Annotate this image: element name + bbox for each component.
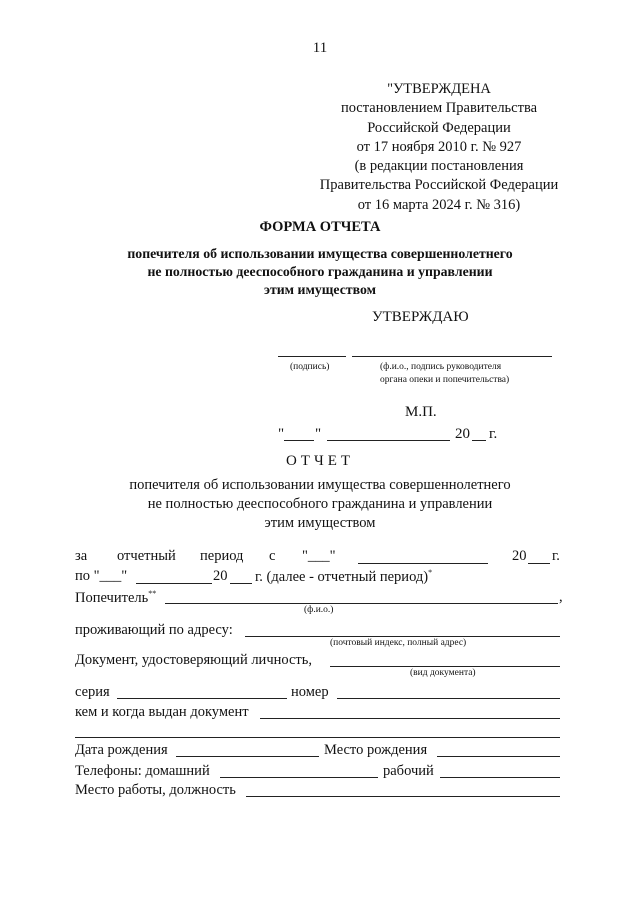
issued-label: кем и когда выдан документ (75, 704, 249, 720)
signature-line[interactable] (278, 356, 346, 357)
report-title: ОТЧЕТ (285, 453, 355, 469)
date-open-quote: " (278, 426, 285, 442)
form-subtitle-line: попечителя об использовании имущества совершеннолетнего (127, 246, 513, 261)
date-year-line[interactable] (472, 440, 486, 441)
period-s: с (269, 548, 276, 564)
period-po: по "___" (75, 568, 128, 584)
period-start-month-line[interactable] (358, 563, 488, 564)
id-doc-caption: (вид документа) (410, 668, 476, 678)
phones-label: Телефоны: домашний (75, 763, 210, 779)
report-subtitle-line: не полностью дееспособного гражданина и управлении (147, 496, 493, 512)
approval-line: от 17 ноября 2010 г. № 927 (356, 138, 522, 155)
guardian-caption: (ф.и.о.) (304, 605, 334, 615)
official-caption-line1: (ф.и.о., подпись руководителя (380, 362, 502, 372)
work-phone-field[interactable] (440, 777, 560, 778)
report-subtitle-line: попечителя об использовании имущества совершеннолетнего (129, 477, 511, 493)
birth-place-label: Место рождения (324, 742, 428, 758)
period-note (255, 568, 432, 586)
approve-word: УТВЕРЖДАЮ (372, 309, 469, 325)
approval-line: от 16 марта 2024 г. № 316) (357, 196, 521, 213)
job-label: Место работы, должность (75, 782, 236, 798)
series-field[interactable] (117, 698, 287, 699)
period-start-day: "___" (302, 548, 336, 564)
address-caption: (почтовый индекс, полный адрес) (330, 638, 467, 648)
guardian-label-text: Попечитель (75, 589, 149, 606)
page-number: 11 (312, 40, 328, 56)
date-year-suffix: г. (489, 426, 498, 442)
period-word: период (200, 548, 244, 564)
issued-field[interactable] (260, 718, 560, 719)
date-day-line[interactable] (284, 440, 314, 441)
period-note-footnote: * (428, 568, 433, 577)
period-start-year-end: г. (552, 548, 560, 564)
date-close-quote: " (315, 426, 322, 442)
guardian-comma: , (559, 589, 563, 605)
birth-date-label: Дата рождения (75, 742, 168, 758)
official-name-line[interactable] (352, 356, 552, 357)
form-title: ФОРМА ОТЧЕТА (259, 219, 381, 235)
address-field[interactable] (245, 636, 560, 637)
signature-caption: (подпись) (290, 362, 330, 372)
series-label: серия (75, 684, 110, 700)
form-subtitle-line: этим имуществом (263, 282, 376, 297)
period-za: за (75, 548, 88, 564)
date-month-line[interactable] (327, 440, 450, 441)
guardian-name-field[interactable] (165, 603, 558, 604)
home-phone-field[interactable] (220, 777, 378, 778)
report-subtitle-line: этим имуществом (264, 515, 376, 531)
date-year-prefix: 20 (455, 426, 470, 442)
approval-line: (в редакции постановления (354, 158, 524, 175)
form-subtitle-line: не полностью дееспособного гражданина и управлении (147, 264, 493, 279)
approval-line: Правительства Российской Федерации (319, 177, 559, 194)
number-field[interactable] (337, 698, 560, 699)
approval-line: постановлением Правительства (340, 100, 538, 117)
address-label: проживающий по адресу: (75, 622, 233, 638)
form-subtitle (0, 245, 640, 299)
number-label: номер (291, 684, 329, 700)
official-caption-line2: органа опеки и попечительства) (380, 375, 510, 385)
work-phone-label: рабочий (383, 763, 434, 779)
birth-date-field[interactable] (176, 756, 319, 757)
period-end-year-line[interactable] (230, 583, 252, 584)
id-doc-label: Документ, удостоверяющий личность, (75, 652, 312, 668)
period-note-text: г. (далее - отчетный период) (255, 568, 429, 585)
guardian-footnote: ** (148, 589, 157, 598)
guardian-label (75, 589, 156, 607)
period-otchetny: отчетный (117, 548, 176, 564)
period-start-year-line[interactable] (528, 563, 550, 564)
period-end-month-line[interactable] (136, 583, 212, 584)
issued-field-continuation[interactable] (75, 737, 560, 738)
approval-line: Российской Федерации (367, 119, 511, 136)
approval-block (300, 80, 578, 215)
stamp-label: М.П. (405, 404, 437, 420)
period-end-year-prefix: 20 (213, 568, 228, 584)
birth-place-field[interactable] (437, 756, 560, 757)
report-subtitle (0, 476, 640, 533)
job-field[interactable] (246, 796, 560, 797)
approval-line: "УТВЕРЖДЕНА (387, 81, 491, 97)
period-start-year-prefix: 20 (512, 548, 527, 564)
id-doc-field[interactable] (330, 666, 560, 667)
